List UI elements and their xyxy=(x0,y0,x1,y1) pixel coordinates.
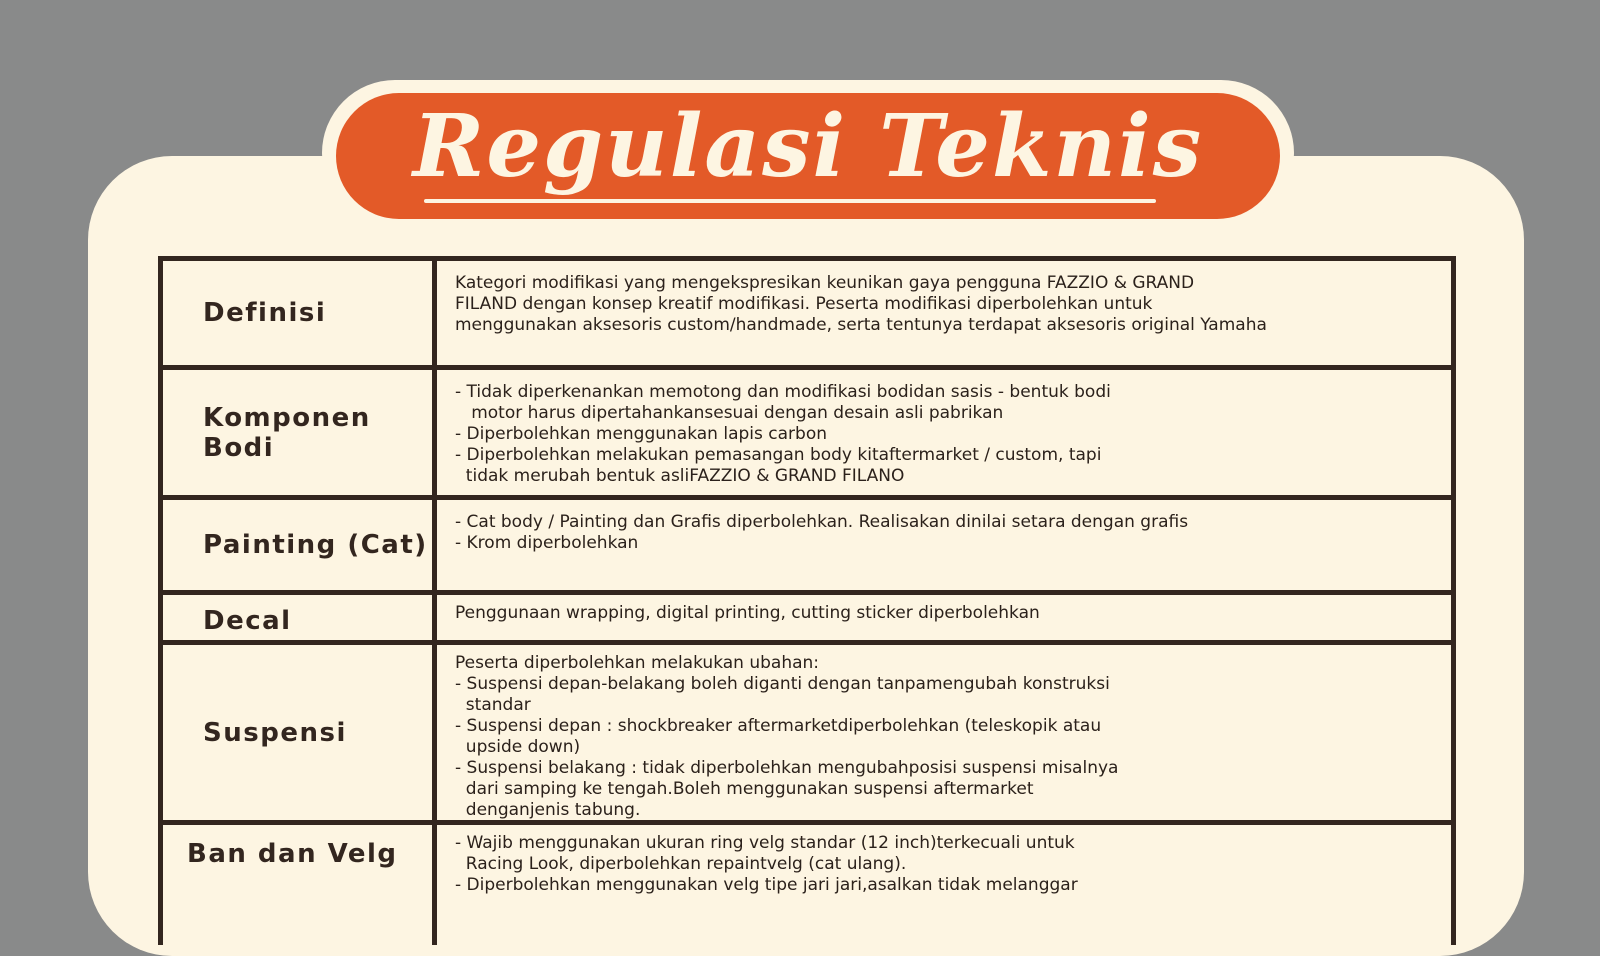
table-row-ban-dan-velg xyxy=(163,825,1451,945)
content-line: - Cat body / Painting dan Grafis diperbolehkan. Realisakan dinilai setara dengan grafis xyxy=(455,512,1189,532)
content-line: denganjenis tabung. xyxy=(455,800,641,820)
table-row-definisi xyxy=(163,261,1451,370)
content-line: - Diperbolehkan menggunakan velg tipe jari jari,asalkan tidak melanggar xyxy=(455,875,1078,895)
content-line: - Diperbolehkan menggunakan lapis carbon xyxy=(455,424,827,444)
content-line: - Suspensi belakang : tidak diperbolehkan mengubahposisi suspensi misalnya xyxy=(455,758,1119,778)
page-title: Regulasi Teknis xyxy=(412,96,1204,197)
content-line: motor harus dipertahankansesuai dengan desain asli pabrikan xyxy=(455,403,1004,423)
content-line: - Krom diperbolehkan xyxy=(455,533,639,553)
row-content xyxy=(437,370,1451,495)
content-line: menggunakan aksesoris custom/handmade, serta tentunya terdapat aksesoris original Yamaha xyxy=(455,315,1267,335)
content-line: FILAND dengan konsep kreatif modifikasi. Peserta modifikasi diperbolehkan untuk xyxy=(455,294,1153,314)
title-banner xyxy=(336,93,1280,219)
content-line: Penggunaan wrapping, digital printing, cutting sticker diperbolehkan xyxy=(455,603,1040,623)
table-row-komponen-bodi xyxy=(163,370,1451,500)
content-line: Racing Look, diperbolehkan repaintvelg (cat ulang). xyxy=(455,854,907,874)
content-line: - Wajib menggunakan ukuran ring velg standar (12 inch)terkecuali untuk xyxy=(455,833,1075,853)
row-content xyxy=(437,645,1451,820)
content-line: - Diperbolehkan melakukan pemasangan body kitaftermarket / custom, tapi xyxy=(455,445,1102,465)
regulation-table xyxy=(158,256,1456,945)
content-line: upside down) xyxy=(455,737,581,757)
row-label: Suspensi xyxy=(163,645,437,820)
content-line: - Suspensi depan-belakang boleh diganti dengan tanpamengubah konstruksi xyxy=(455,674,1110,694)
content-line: Peserta diperbolehkan melakukan ubahan: xyxy=(455,653,820,673)
row-content xyxy=(437,261,1451,365)
table-row-decal xyxy=(163,595,1451,645)
row-content xyxy=(437,825,1451,945)
title-underline xyxy=(424,199,1156,203)
row-label: Decal xyxy=(163,595,437,640)
content-line: - Tidak diperkenankan memotong dan modifikasi bodidan sasis - bentuk bodi xyxy=(455,382,1111,402)
row-label: Definisi xyxy=(163,261,437,365)
row-content xyxy=(437,500,1451,590)
row-label: Komponen Bodi xyxy=(163,370,437,495)
content-line: dari samping ke tengah.Boleh menggunakan suspensi aftermarket xyxy=(455,779,1034,799)
table-row-painting xyxy=(163,500,1451,595)
content-line: Kategori modifikasi yang mengekspresikan keunikan gaya pengguna FAZZIO & GRAND xyxy=(455,273,1195,293)
content-line: - Suspensi depan : shockbreaker aftermarketdiperbolehkan (teleskopik atau xyxy=(455,716,1102,736)
content-line: standar xyxy=(455,695,531,715)
table-row-suspensi xyxy=(163,645,1451,825)
row-label: Ban dan Velg xyxy=(163,825,437,945)
row-label: Painting (Cat) xyxy=(163,500,437,590)
content-line: tidak merubah bentuk asliFAZZIO & GRAND FILANO xyxy=(455,466,905,486)
row-content xyxy=(437,595,1451,640)
